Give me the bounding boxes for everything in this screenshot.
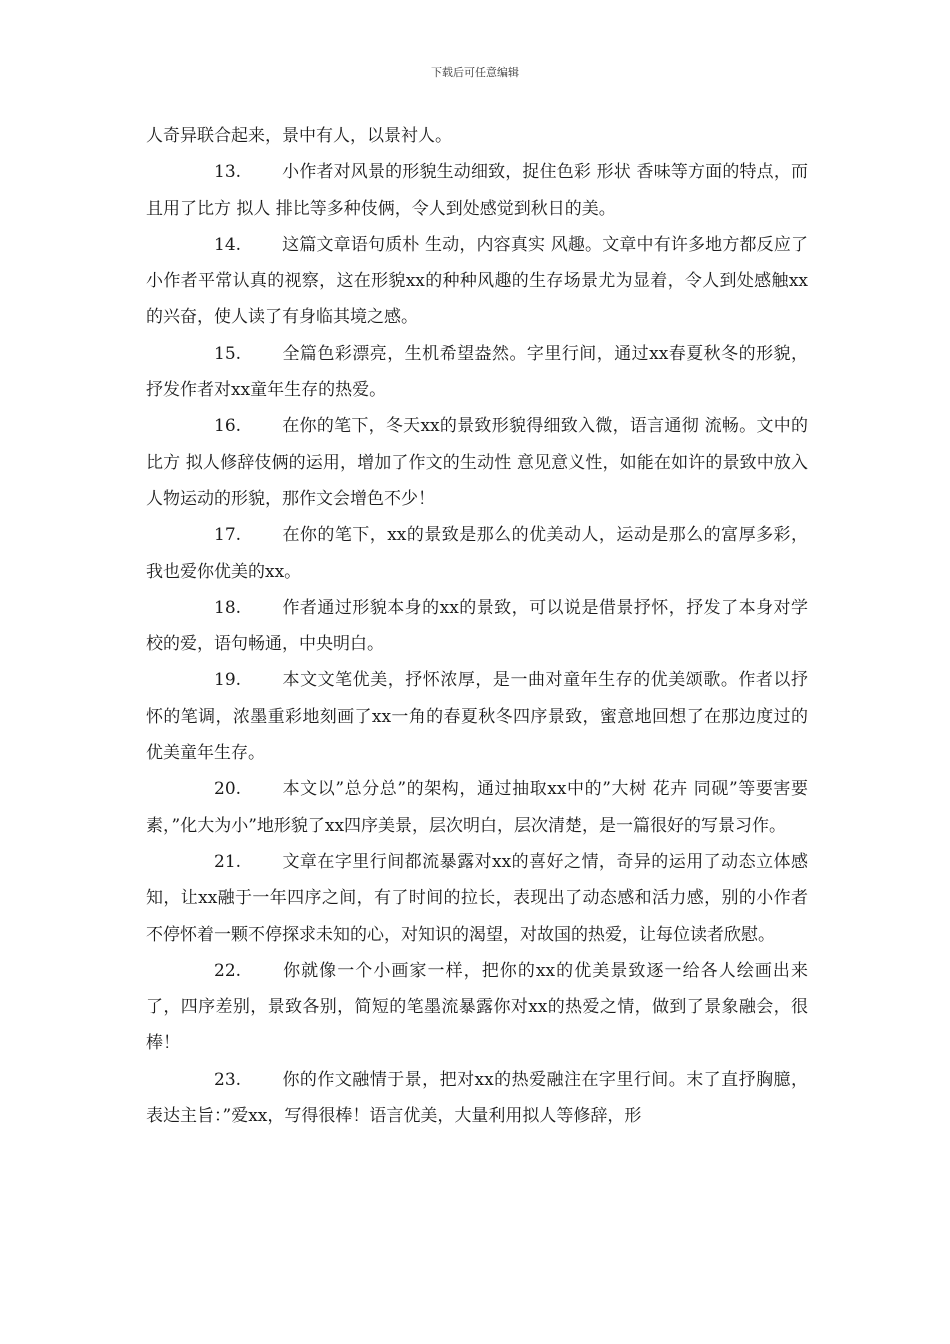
paragraph-19 [146,662,808,771]
paragraph-text: 文章在字里行间都流暴露对xx的喜好之情，奇异的运用了动态立体感知，让xx融于一年四序之间，有了时间的拉长，表现出了动态感和活力感，别的小作者不停怀着一颗不停探求未知的心，对知识的渴望，对故国的热爱，让每位读者欣慰。 [146,851,808,945]
paragraph-14 [146,227,808,336]
paragraph-continuation [146,118,808,154]
paragraph-21 [146,844,808,953]
paragraph-number: 13. [214,162,242,183]
paragraph-text: 这篇文章语句质朴 生动，内容真实 风趣。文章中有许多地方都反应了小作者平常认真的视察，这在形貌xx的种种风趣的生存场景尤为显着，令人到处感触xx的兴奋，使人读了有身临其境之感。 [146,234,808,328]
paragraph-text: 全篇色彩漂亮，生机希望盎然。字里行间，通过xx春夏秋冬的形貌，抒发作者对xx童年生存的热爱。 [146,343,808,401]
document-body [146,118,808,1134]
paragraph-17 [146,517,808,590]
page-header: 下载后可任意编辑 [431,66,519,79]
paragraph-number: 17. [214,525,242,546]
paragraph-number: 15. [214,343,242,364]
paragraph-number: 16. [214,416,242,437]
paragraph-15 [146,336,808,409]
paragraph-16 [146,408,808,517]
paragraph-number: 20. [214,779,242,800]
paragraph-number: 19. [214,670,242,691]
paragraph-22 [146,953,808,1062]
paragraph-text: 作者通过形貌本身的xx的景致，可以说是借景抒怀，抒发了本身对学校的爱，语句畅通，中央明白。 [146,597,808,655]
paragraph-number: 14. [214,234,242,255]
paragraph-number: 23. [214,1069,242,1090]
paragraph-text: 在你的笔下，xx的景致是那么的优美动人，运动是那么的富厚多彩，我也爱你优美的xx。 [146,525,808,582]
paragraph-number: 22. [214,960,242,981]
paragraph-number: 18. [214,597,242,618]
paragraph-text: 在你的笔下，冬天xx的景致形貌得细致入微，语言通彻 流畅。文中的比方 拟人修辞伎俩的运用，增加了作文的生动性 意见意义性，如能在如许的景致中放入人物运动的形貌，那作文会增色不少！ [146,416,808,509]
paragraph-text: 人奇异联合起来，景中有人，以景衬人。 [146,126,452,146]
paragraph-13 [146,154,808,227]
paragraph-23 [146,1062,808,1135]
paragraph-text: 你就像一个小画家一样，把你的xx的优美景致逐一给各人绘画出来了，四序差别，景致各别，简短的笔墨流暴露你对xx的热爱之情，做到了景象融会，很棒！ [146,960,808,1054]
paragraph-18 [146,590,808,663]
paragraph-number: 21. [214,851,242,872]
paragraph-text: 小作者对风景的形貌生动细致，捉住色彩 形状 香味等方面的特点，而且用了比方 拟人 排比等多种伎俩，令人到处感觉到秋日的美。 [146,162,808,219]
paragraph-20 [146,771,808,844]
paragraph-text: 本文文笔优美，抒怀浓厚，是一曲对童年生存的优美颂歌。作者以抒怀的笔调，浓墨重彩地刻画了xx一角的春夏秋冬四序景致，蜜意地回想了在那边度过的优美童年生存。 [146,670,808,764]
paragraph-text: 本文以”总分总”的架构，通过抽取xx中的”大树 花卉 同砚”等要害要素，”化大为小”地形貌了xx四序美景，层次明白，层次清楚，是一篇很好的写景习作。 [146,779,808,836]
paragraph-text: 你的作文融情于景，把对xx的热爱融注在字里行间。末了直抒胸臆，表达主旨：”爱xx，写得很棒！语言优美，大量利用拟人等修辞，形 [146,1069,808,1127]
